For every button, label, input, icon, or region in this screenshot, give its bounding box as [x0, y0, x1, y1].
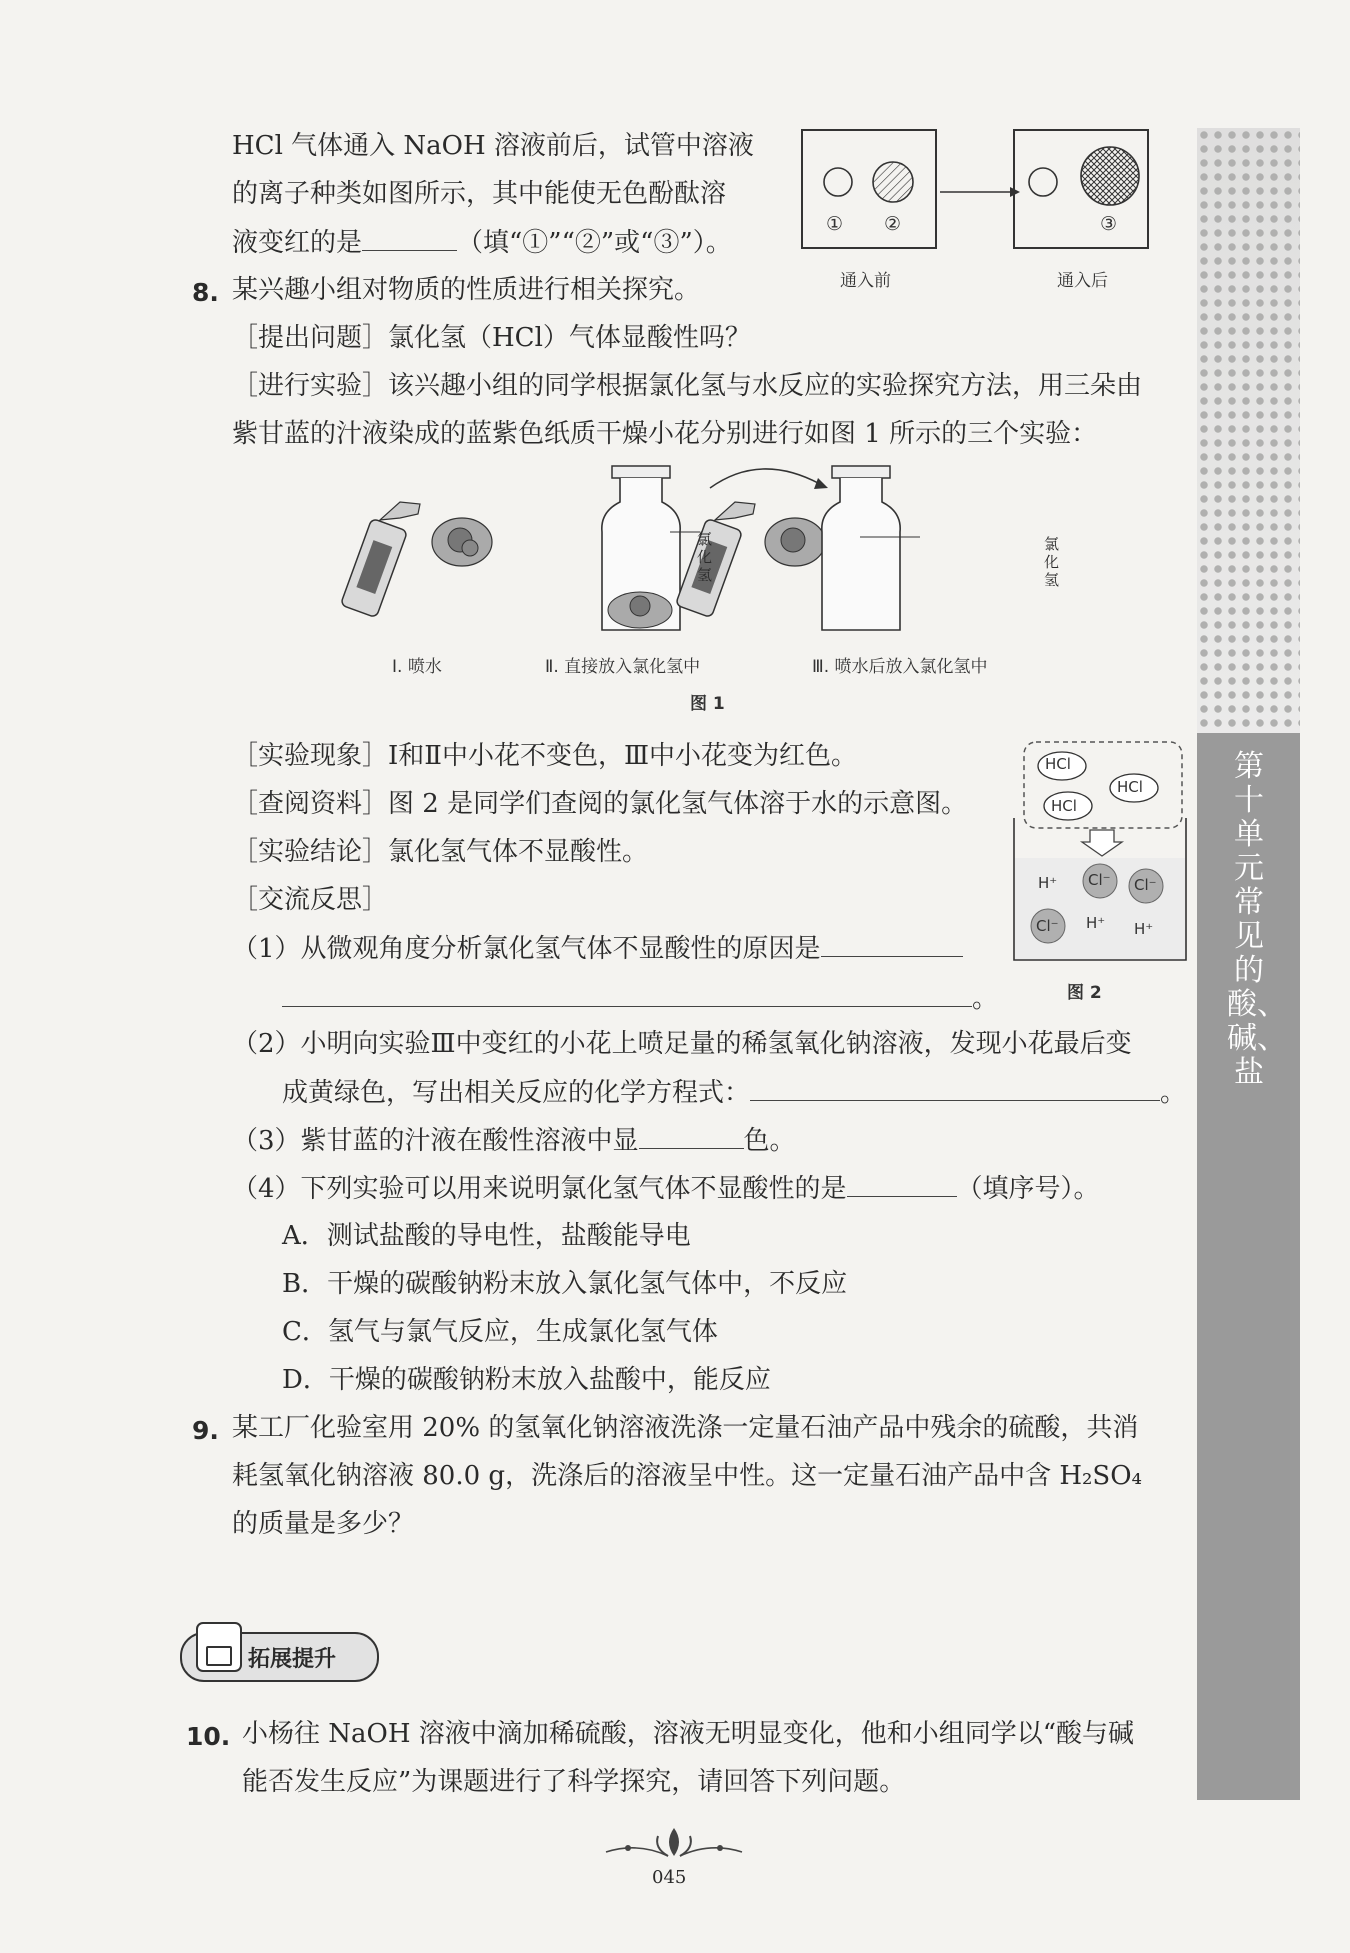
q8-sub-4: （4）下列实验可以用来说明氯化氢气体不显酸性的是 （填序号）。	[232, 1170, 1100, 1207]
after-label: 通入后	[1057, 271, 1108, 291]
q9-line-2: 耗氢氧化钠溶液 80.0 g，洗涤后的溶液呈中性。这一定量石油产品中含 H₂SO₄	[232, 1461, 1142, 1491]
fig1-caption-1: Ⅰ. 喷水	[392, 657, 442, 677]
q8-sub-1-cont: 。	[282, 980, 998, 1017]
ion-mark-1: ①	[826, 213, 844, 235]
q8-phenomenon: ［实验现象］Ⅰ和Ⅱ中小花不变色，Ⅲ中小花变为红色。	[232, 741, 858, 771]
q8-sub-3: （3）紫甘蓝的汁液在酸性溶液中显 色。	[232, 1122, 796, 1159]
section-header	[180, 1632, 379, 1682]
cl-ion-2: Cl⁻	[1134, 876, 1157, 894]
ion-1-circle	[824, 168, 852, 196]
fig1-title: 图 1	[690, 694, 725, 714]
q7-line-3: 液变红的是 （填“①”“②”或“③”）。	[232, 224, 732, 261]
ion-2-circle	[873, 162, 913, 202]
ion-mark-3: ③	[1100, 213, 1118, 235]
chapter-title: 第十单元 常见的酸、碱、盐	[1227, 749, 1287, 1090]
flower-icon	[432, 518, 492, 566]
floral-ornament	[598, 1822, 750, 1862]
bottle-label-3: 氯化氢	[1044, 535, 1060, 589]
spray-bottle-icon	[340, 502, 420, 618]
q8-experiment-1: ［进行实验］该兴趣小组的同学根据氯化氢与水反应的实验探究方法，用三朵由	[232, 371, 1143, 401]
cl-ion-3: Cl⁻	[1036, 917, 1059, 935]
chapter-side-tab	[1197, 128, 1300, 1800]
cl-ion-1: Cl⁻	[1088, 871, 1111, 889]
q8-conclusion: ［实验结论］氯化氢气体不显酸性。	[232, 837, 649, 867]
q8-experiment-2: 紫甘蓝的汁液染成的蓝紫色纸质干燥小花分别进行如图 1 所示的三个实验：	[232, 419, 1098, 449]
q10-line-1: 小杨往 NaOH 溶液中滴加稀硫酸，溶液无明显变化，他和小组同学以“酸与碱	[242, 1719, 1135, 1749]
answer-blank-1b[interactable]	[282, 980, 972, 1007]
hcl-molecule-2: HCl	[1117, 778, 1143, 796]
ion-3-circle	[1081, 147, 1139, 205]
ion-mark-2: ②	[884, 213, 902, 235]
q8-option-c: C．氢气与氯气反应，生成氯化氢气体	[282, 1317, 718, 1347]
hcl-molecule-3: HCl	[1051, 797, 1077, 815]
curved-arrow	[710, 469, 820, 488]
q8-problem: ［提出问题］氯化氢（HCl）气体显酸性吗？	[232, 323, 751, 353]
page-number: 045	[652, 1867, 687, 1888]
q8-number: 8.	[192, 278, 219, 307]
h-ion-1: H⁺	[1038, 874, 1058, 892]
q8-sub-2-line-2: 成黄绿色，写出相关反应的化学方程式： 。	[282, 1074, 1186, 1111]
flower-in-jar-icon	[608, 592, 672, 628]
q8-reference: ［查阅资料］图 2 是同学们查阅的氯化氢气体溶于水的示意图。	[232, 789, 968, 819]
bottle-label-2: 氯化氢	[697, 530, 713, 584]
jar-icon-2	[822, 466, 920, 630]
fig2-title: 图 2	[1067, 983, 1102, 1003]
q7-line-2: 的离子种类如图所示，其中能使无色酚酞溶	[232, 179, 727, 209]
before-box	[802, 130, 936, 248]
answer-blank-1a[interactable]	[821, 930, 963, 957]
hcl-molecule-1: HCl	[1045, 755, 1071, 773]
fig1-caption-2: Ⅱ. 直接放入氯化氢中	[545, 657, 701, 677]
h-ion-2: H⁺	[1086, 914, 1106, 932]
q9-number: 9.	[192, 1416, 219, 1445]
q7-line-1: HCl 气体通入 NaOH 溶液前后，试管中溶液	[232, 131, 754, 161]
spray-bottle-icon-2	[675, 502, 755, 618]
q10-line-2: 能否发生反应”为课题进行了科学探究，请回答下列问题。	[242, 1767, 906, 1797]
q8-option-b: B．干燥的碳酸钠粉末放入氯化氢气体中，不反应	[282, 1269, 848, 1299]
section-title: 拓展提升	[248, 1647, 337, 1672]
fig1-caption-3: Ⅲ. 喷水后放入氯化氢中	[812, 657, 988, 677]
q8-stem: 某兴趣小组对物质的性质进行相关探究。	[232, 275, 701, 305]
flower-icon-2	[765, 518, 825, 566]
ion-1-circle-after	[1029, 168, 1057, 196]
answer-blank-2[interactable]	[750, 1074, 1160, 1101]
q8-sub-1: （1）从微观角度分析氯化氢气体不显酸性的原因是	[232, 930, 963, 967]
disk-icon	[196, 1622, 242, 1672]
answer-blank[interactable]	[362, 224, 457, 251]
q8-option-d: D．干燥的碳酸钠粉末放入盐酸中，能反应	[282, 1365, 771, 1395]
q8-option-a: A．测试盐酸的导电性，盐酸能导电	[282, 1221, 691, 1251]
q8-reflection: ［交流反思］	[232, 885, 389, 915]
q10-number: 10.	[186, 1722, 231, 1751]
h-ion-3: H⁺	[1134, 920, 1154, 938]
answer-blank-3[interactable]	[639, 1122, 744, 1149]
q9-line-3: 的质量是多少？	[232, 1509, 415, 1539]
side-tab-pattern	[1197, 128, 1300, 733]
before-label: 通入前	[840, 271, 891, 291]
q9-line-1: 某工厂化验室用 20% 的氢氧化钠溶液洗涤一定量石油产品中残余的硫酸，共消	[232, 1413, 1139, 1443]
answer-blank-4[interactable]	[847, 1170, 957, 1197]
q8-sub-2-line-1: （2）小明向实验Ⅲ中变红的小花上喷足量的稀氢氧化钠溶液，发现小花最后变	[232, 1029, 1132, 1059]
